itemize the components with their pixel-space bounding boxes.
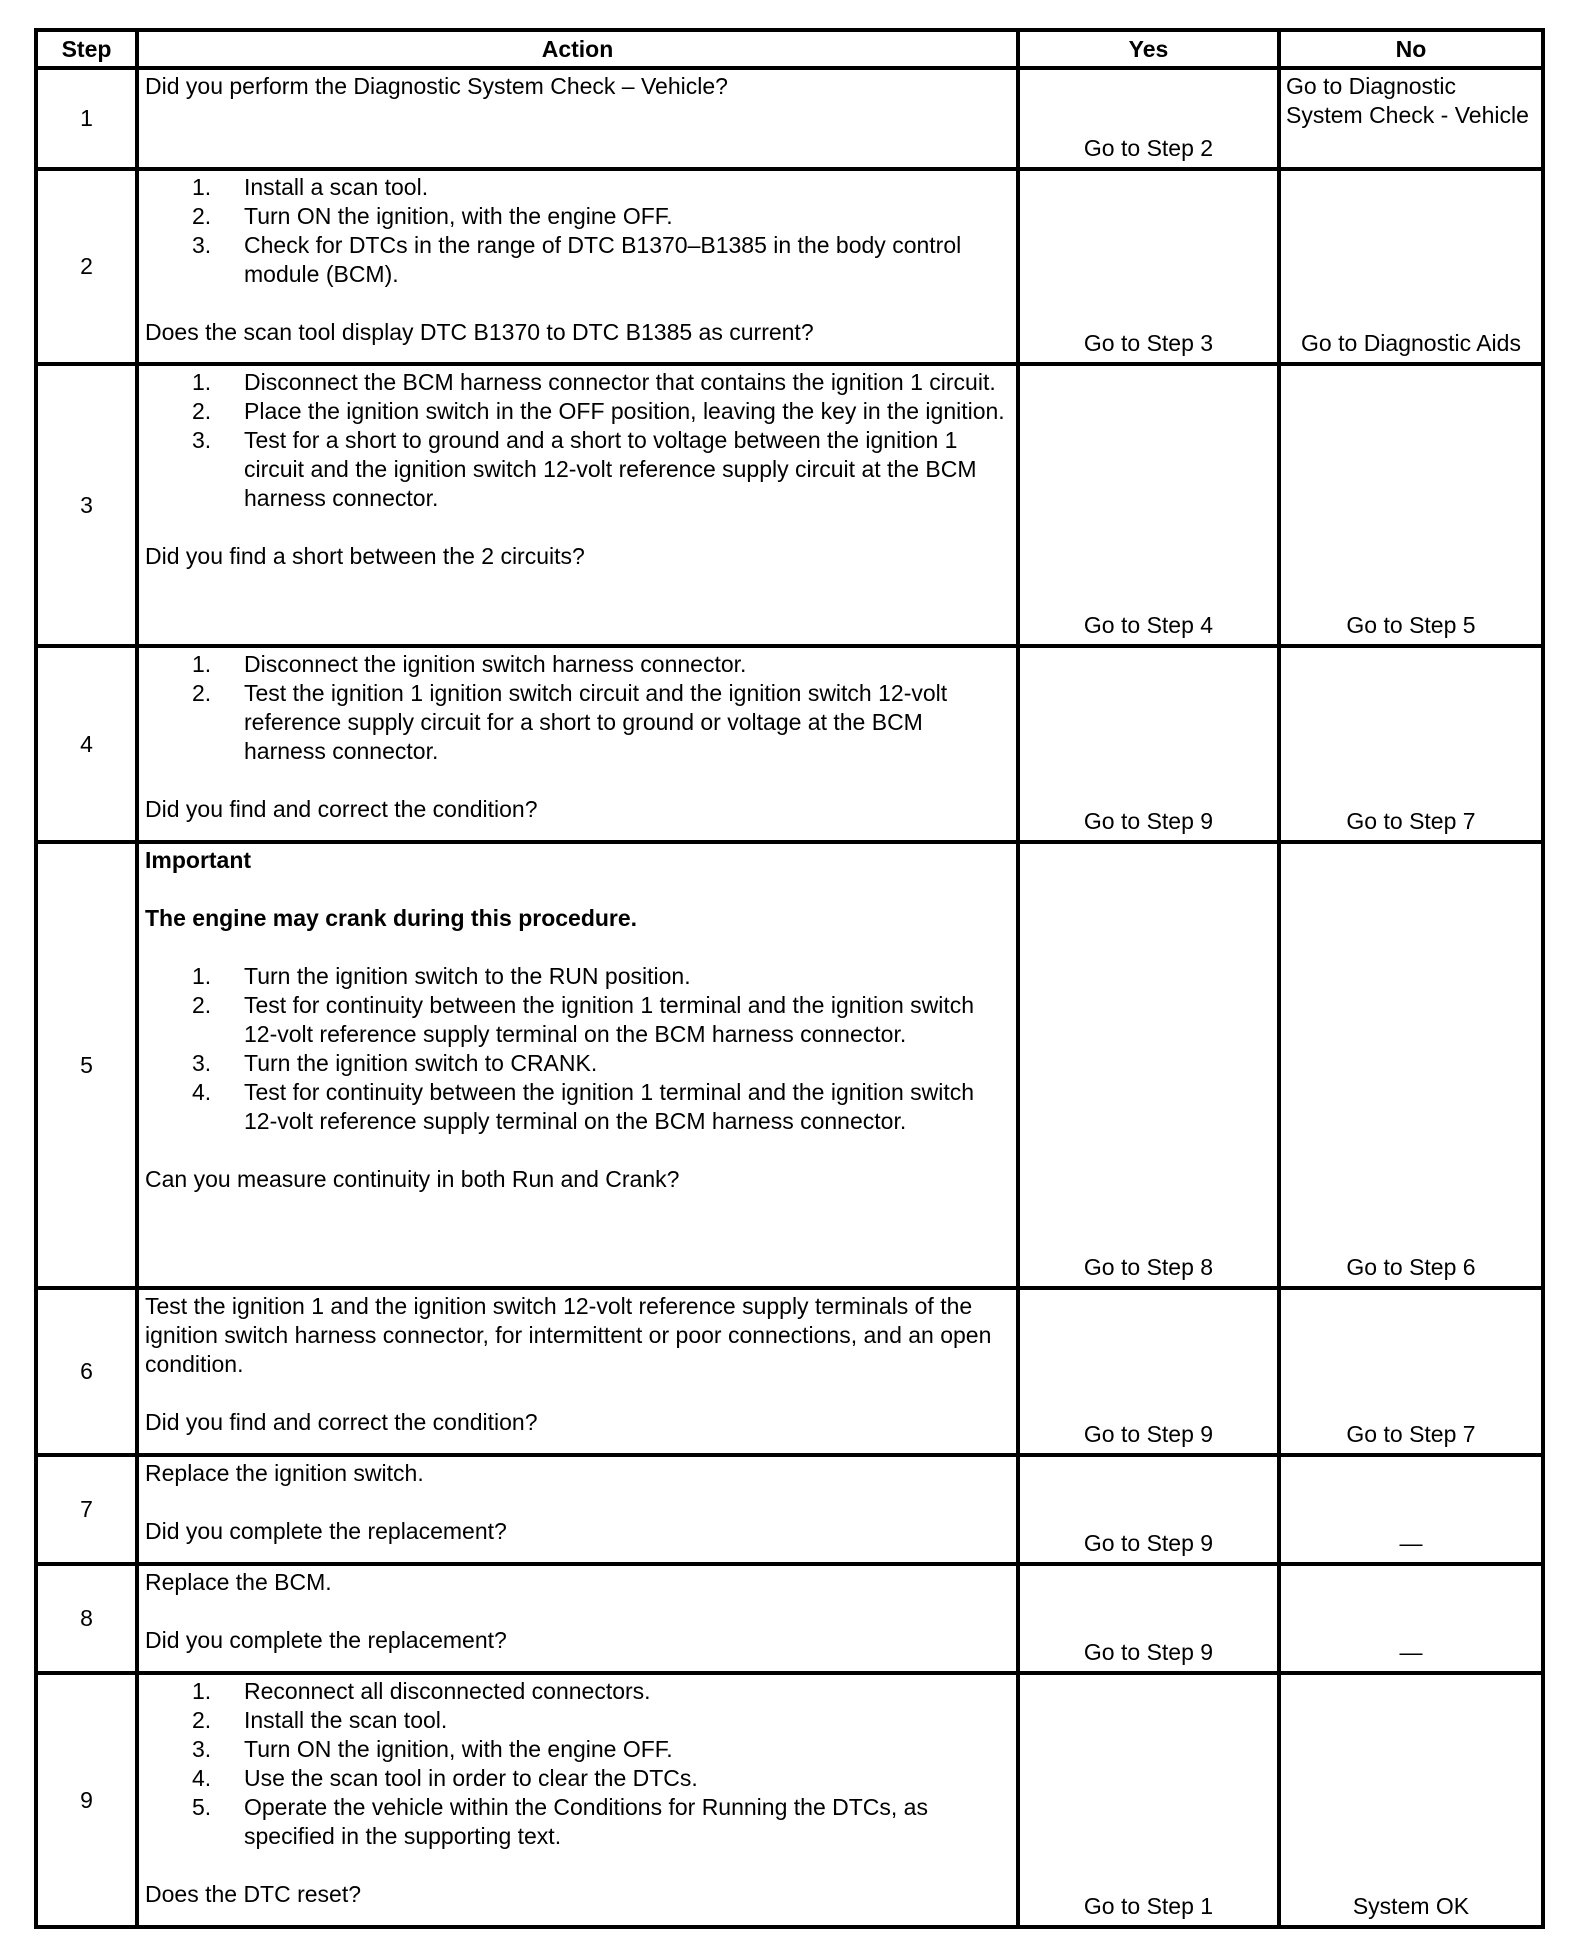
action-question: Did you find and correct the condition? bbox=[145, 1409, 538, 1435]
list-item: 1. Turn the ignition switch to the RUN position. bbox=[192, 963, 691, 989]
warning-text: The engine may crank during this procedure. bbox=[145, 905, 638, 931]
action-cell bbox=[137, 1673, 1018, 1927]
step-number: 3 bbox=[36, 364, 137, 646]
step-number: 7 bbox=[36, 1455, 137, 1564]
table-row bbox=[36, 68, 1543, 169]
action-question: Did you complete the replacement? bbox=[145, 1518, 507, 1544]
table-row bbox=[36, 1564, 1543, 1673]
action-intro: Replace the ignition switch. bbox=[145, 1460, 424, 1486]
no-result: System OK bbox=[1279, 1673, 1543, 1927]
no-result: — bbox=[1279, 1455, 1543, 1564]
step-number: 1 bbox=[36, 68, 137, 169]
action-steps bbox=[145, 368, 1010, 513]
list-item: 2. Test for continuity between the ignition 1 terminal and the ignition switch 12-volt reference supply terminal on the BCM harness connector. bbox=[192, 992, 975, 1047]
list-item: 4. Use the scan tool in order to clear the DTCs. bbox=[192, 1765, 698, 1791]
action-steps bbox=[145, 962, 1010, 1136]
list-item: 1. Reconnect all disconnected connectors. bbox=[192, 1678, 651, 1704]
list-item: 5. Operate the vehicle within the Conditions for Running the DTCs, as specified in the supporting text. bbox=[192, 1794, 928, 1849]
action-cell bbox=[137, 68, 1018, 169]
no-result: Go to Step 5 bbox=[1279, 364, 1543, 646]
action-cell bbox=[137, 646, 1018, 842]
table-row bbox=[36, 364, 1543, 646]
step-number: 2 bbox=[36, 169, 137, 364]
action-cell bbox=[137, 1564, 1018, 1673]
action-cell bbox=[137, 169, 1018, 364]
yes-result: Go to Step 9 bbox=[1018, 1564, 1279, 1673]
action-steps bbox=[145, 1677, 1010, 1851]
header-action: Action bbox=[137, 30, 1018, 68]
step-number: 5 bbox=[36, 842, 137, 1288]
action-steps bbox=[145, 650, 1010, 766]
action-intro: Replace the BCM. bbox=[145, 1569, 332, 1595]
no-result: Go to Diagnostic Aids bbox=[1279, 169, 1543, 364]
no-result: Go to Step 7 bbox=[1279, 646, 1543, 842]
yes-result: Go to Step 9 bbox=[1018, 1288, 1279, 1455]
list-item: 4. Test for continuity between the ignition 1 terminal and the ignition switch 12-volt reference supply terminal on the BCM harness connector. bbox=[192, 1079, 975, 1134]
header-row bbox=[36, 30, 1543, 68]
yes-result: Go to Step 9 bbox=[1018, 646, 1279, 842]
table-row bbox=[36, 1455, 1543, 1564]
header-no: No bbox=[1279, 30, 1543, 68]
step-number: 8 bbox=[36, 1564, 137, 1673]
yes-result: Go to Step 3 bbox=[1018, 169, 1279, 364]
action-question: Can you measure continuity in both Run and Crank? bbox=[145, 1166, 680, 1192]
action-question: Did you complete the replacement? bbox=[145, 1627, 507, 1653]
diagnostic-table bbox=[34, 28, 1545, 1929]
header-step: Step bbox=[36, 30, 137, 68]
yes-result: Go to Step 2 bbox=[1018, 68, 1279, 169]
table-row bbox=[36, 1288, 1543, 1455]
yes-result: Go to Step 9 bbox=[1018, 1455, 1279, 1564]
table-row bbox=[36, 842, 1543, 1288]
list-item: 1. Install a scan tool. bbox=[192, 174, 429, 200]
list-item: 2. Install the scan tool. bbox=[192, 1707, 448, 1733]
step-number: 4 bbox=[36, 646, 137, 842]
table-row bbox=[36, 1673, 1543, 1927]
yes-result: Go to Step 1 bbox=[1018, 1673, 1279, 1927]
action-cell bbox=[137, 364, 1018, 646]
list-item: 2. Test the ignition 1 ignition switch circuit and the ignition switch 12-volt reference supply circuit for a short to ground or voltage at the BCM harness connector. bbox=[192, 680, 948, 764]
action-intro: Test the ignition 1 and the ignition switch 12-volt reference supply terminals of the ignition switch harness connector, for intermittent or poor connections, and an open condition. bbox=[145, 1293, 992, 1377]
action-question: Does the scan tool display DTC B1370 to DTC B1385 as current? bbox=[145, 319, 814, 345]
action-question: Did you find and correct the condition? bbox=[145, 796, 538, 822]
yes-result: Go to Step 4 bbox=[1018, 364, 1279, 646]
list-item: 3. Check for DTCs in the range of DTC B1370–B1385 in the body control module (BCM). bbox=[192, 232, 962, 287]
header-yes: Yes bbox=[1018, 30, 1279, 68]
action-question: Does the DTC reset? bbox=[145, 1881, 362, 1907]
action-cell bbox=[137, 842, 1018, 1288]
action-question: Did you find a short between the 2 circuits? bbox=[145, 543, 585, 569]
no-result: Go to Step 7 bbox=[1279, 1288, 1543, 1455]
table-row bbox=[36, 169, 1543, 364]
step-number: 6 bbox=[36, 1288, 137, 1455]
no-result: Go to Diagnostic System Check - Vehicle bbox=[1279, 68, 1543, 169]
important-label: Important bbox=[145, 847, 252, 873]
yes-result: Go to Step 8 bbox=[1018, 842, 1279, 1288]
list-item: 1. Disconnect the ignition switch harness connector. bbox=[192, 651, 747, 677]
list-item: 2. Turn ON the ignition, with the engine OFF. bbox=[192, 203, 673, 229]
list-item: 2. Place the ignition switch in the OFF position, leaving the key in the ignition. bbox=[192, 398, 1005, 424]
list-item: 3. Test for a short to ground and a short to voltage between the ignition 1 circuit and the ignition switch 12-volt reference supply circuit at the BCM harness connector. bbox=[192, 427, 977, 511]
list-item: 3. Turn ON the ignition, with the engine OFF. bbox=[192, 1736, 673, 1762]
no-result: — bbox=[1279, 1564, 1543, 1673]
action-intro: Did you perform the Diagnostic System Check – Vehicle? bbox=[145, 73, 728, 99]
step-number: 9 bbox=[36, 1673, 137, 1927]
table-row bbox=[36, 646, 1543, 842]
list-item: 3. Turn the ignition switch to CRANK. bbox=[192, 1050, 598, 1076]
action-cell bbox=[137, 1288, 1018, 1455]
action-steps bbox=[145, 173, 1010, 289]
list-item: 1. Disconnect the BCM harness connector that contains the ignition 1 circuit. bbox=[192, 369, 996, 395]
action-cell bbox=[137, 1455, 1018, 1564]
no-result: Go to Step 6 bbox=[1279, 842, 1543, 1288]
